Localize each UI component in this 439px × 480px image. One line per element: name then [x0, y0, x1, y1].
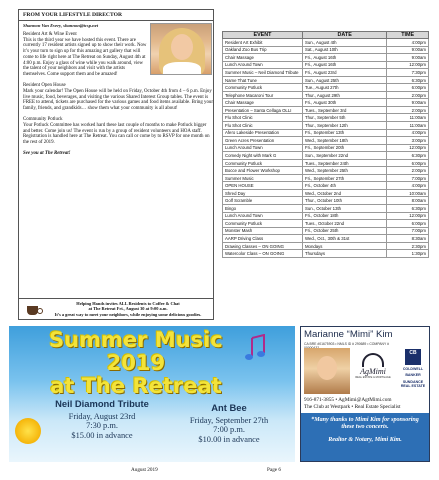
cell-time: 12:00pm [387, 144, 429, 152]
cell-event: Chair Massage [223, 99, 303, 107]
cell-event: Afero Lakeside Presentation [223, 129, 303, 137]
cell-date: Fri., August 16th [302, 61, 386, 69]
cell-time: 1:30pm [387, 250, 429, 258]
column-header-date: DATE [302, 32, 386, 39]
cell-time: 6:30pm [387, 76, 429, 84]
contact-line: 916-871-3855 • AgMimi@AgtMimi.com [304, 397, 392, 403]
cell-time: 6:30pm [387, 152, 429, 160]
cell-time: 11:00am [387, 114, 429, 122]
cell-time: 8:00am [387, 197, 429, 205]
act-name: Neil Diamond Tribute [55, 398, 149, 409]
table-row [223, 197, 429, 205]
contact-line: The Club at Westpark • Real Estate Specialist [304, 403, 401, 410]
cell-event: AARP Driving Class [223, 235, 303, 243]
sponsor-photo [304, 348, 350, 394]
cell-event: Chair Massage [223, 54, 303, 62]
cell-time: 2:00pm [387, 106, 429, 114]
sponsor-ad [300, 326, 430, 462]
cell-event: Lunch Around Town [223, 61, 303, 69]
table-row [223, 227, 429, 235]
cell-event: Flu Shot Clinic [223, 122, 303, 130]
act-time: 7:30 p.m. [86, 421, 118, 431]
act-date: Friday, August 23rd [68, 411, 136, 421]
cell-event: Comedy Night with Mark G [223, 152, 303, 160]
concert-neil-diamond [47, 399, 157, 440]
table-row [223, 205, 429, 213]
table-row [223, 137, 429, 145]
coffee-line: Helping Hands invites ALL Residents to Coffee & Chat [76, 301, 180, 307]
table-row [223, 76, 429, 84]
cell-date: Thur., August 29th [302, 91, 386, 99]
logo-text: AgMimi [360, 367, 386, 376]
act-time: 7:00 p.m. [213, 425, 245, 435]
table-row [223, 159, 429, 167]
music-note-icon [244, 334, 266, 362]
cell-date: Sat., August 10th [302, 46, 386, 54]
cell-date: Sun., September 22nd [302, 152, 386, 160]
thanks-text: *Many thanks to Mimi Kim for sponsoring these two concerts. [311, 417, 419, 431]
table-row [223, 182, 429, 190]
cell-date: Thur., September 5th [302, 114, 386, 122]
coffee-line: at The Retreat Fri., August 30 at 9:00 a.m. [88, 306, 168, 312]
cell-event: Green Acres Presentation [223, 137, 303, 145]
cell-time: 2:00pm [387, 167, 429, 175]
cb-line: SUNDANCE REAL ESTATE [400, 379, 426, 389]
cell-date: Fri., September 13th [302, 129, 386, 137]
cell-event: Telephone Macaroni Tour [223, 91, 303, 99]
cell-time: 10:00am [387, 189, 429, 197]
table-row [223, 152, 429, 160]
article-title: Resident Open House [23, 83, 66, 89]
table-row [223, 220, 429, 228]
cell-date: Wed., September 25th [302, 167, 386, 175]
cell-date: Tues., September 3rd [302, 106, 386, 114]
events-table [222, 31, 429, 258]
act-price: $10.00 in advance [198, 434, 260, 444]
table-row [223, 212, 429, 220]
cell-date: Mondays [302, 242, 386, 250]
cell-date: Sun., October 13th [302, 205, 386, 213]
table-row [223, 99, 429, 107]
cell-time: 12:00pm [387, 61, 429, 69]
sponsor-thanks [301, 413, 429, 461]
article-text: Mark your calendar! The Open House will be held on Friday, October 4th from 4 – 6 p.m. Enjoy live music, food, beverages, and visiting the various Shared Interest Group tables. The event is FREE to attend, tickets are purchased for the various games and food items available. Bring your family, friends, and grandkids… show them what your community is all about! [23, 88, 214, 111]
cell-date: Fri., August 30th [302, 99, 386, 107]
table-row [223, 250, 429, 258]
cell-time: 2:30pm [387, 242, 429, 250]
table-row [223, 69, 429, 77]
table-row [223, 61, 429, 69]
cell-date: Wed., September 18th [302, 137, 386, 145]
cell-event: Name That Tune [223, 76, 303, 84]
article-title: Community Potluck [23, 117, 63, 123]
cell-time: 9:00am [387, 54, 429, 62]
cell-event: Flu Shot Clinic [223, 114, 303, 122]
cell-event: Resident Art Exhibit [223, 39, 303, 47]
cell-time: 4:00pm [387, 39, 429, 47]
cell-time: 7:00pm [387, 227, 429, 235]
cell-time: 6:00pm [387, 159, 429, 167]
coffee-line: It’s a great way to meet your neighbors, while enjoying some delicious goodies. [54, 311, 202, 317]
cell-date: Fri., August 23rd [302, 69, 386, 77]
section-heading: FROM YOUR LIFESTYLE DIRECTOR [19, 10, 213, 21]
cell-event: Golf Scramble [223, 197, 303, 205]
cell-date: Thur., September 12th [302, 122, 386, 130]
table-row [223, 84, 429, 92]
cell-event: Watercolor Class – ON GOING [223, 250, 303, 258]
agmimi-logo [354, 353, 392, 389]
cell-event: Drawing Classes – ON GOING [223, 242, 303, 250]
cell-event: Summer Music – Neil Diamond Tribute [223, 69, 303, 77]
table-header-row [223, 32, 429, 39]
table-row [223, 39, 429, 47]
banner-title-line: Summer Music 2019 [49, 328, 223, 375]
director-body [23, 32, 213, 162]
cell-date: Sun., August 4th [302, 39, 386, 47]
cell-time: 8:30am [387, 235, 429, 243]
cb-badge: CB [405, 349, 421, 365]
cell-time: 4:00pm [387, 182, 429, 190]
table-row [223, 54, 429, 62]
footer-page-number: Page 6 [267, 467, 281, 473]
coffee-chat-notice [19, 298, 213, 319]
table-row [223, 106, 429, 114]
cell-date: Fri., August 16th [302, 54, 386, 62]
banner-title [27, 329, 245, 398]
cell-time: 2:00pm [387, 91, 429, 99]
cell-date: Sun., August 25th [302, 76, 386, 84]
table-row [223, 144, 429, 152]
cell-time: 7:00pm [387, 174, 429, 182]
table-row [223, 129, 429, 137]
cell-date: Wed., October 2nd [302, 189, 386, 197]
table-row [223, 174, 429, 182]
cell-date: Fri., September 27th [302, 174, 386, 182]
cell-event: Oakland Zoo Bus Trip [223, 46, 303, 54]
cell-event: Bocce and Flower Workshop [223, 167, 303, 175]
summer-music-banner [9, 326, 295, 462]
cell-time: 7:30pm [387, 69, 429, 77]
table-row [223, 91, 429, 99]
cell-event: Community Potluck [223, 159, 303, 167]
sponsor-contact [304, 397, 428, 410]
cell-event: Bingo [223, 205, 303, 213]
sun-icon [15, 418, 41, 444]
cell-time: 9:00am [387, 46, 429, 54]
cell-date: Thur., October 10th [302, 197, 386, 205]
cell-date: Tues., October 22nd [302, 220, 386, 228]
cell-event: Shred Day [223, 189, 303, 197]
sponsor-tagline: Realtor & Notary, Mimi Kim. [328, 436, 402, 443]
table-row [223, 189, 429, 197]
cell-event: Lunch Around Town [223, 212, 303, 220]
lifestyle-director-section [18, 9, 214, 320]
cell-time: 6:00pm [387, 84, 429, 92]
act-date: Friday, September 27th [189, 415, 269, 425]
cell-event: Community Potluck [223, 84, 303, 92]
cell-date: Fri., October 4th [302, 182, 386, 190]
cell-date: Fri., October 18th [302, 212, 386, 220]
column-header-event: EVENT [223, 32, 303, 39]
table-row [223, 242, 429, 250]
coffee-cup-icon [25, 302, 43, 316]
article-text: Your Potluck Committee has worked hard these last couple of months to make Potluck bigger and better. Come join us! The event is run by a group of resident volunteers and HOA staff. Registration is handled here at The Retreat. You can call or come by to RSVP for one month on the rest of 2019. [23, 122, 210, 145]
cell-date: Thursdays [302, 250, 386, 258]
cb-line: COLDWELL [402, 367, 424, 371]
cell-date: Tues., September 24th [302, 159, 386, 167]
footer-issue: August 2019 [131, 467, 158, 473]
table-row [223, 235, 429, 243]
cell-event: OPEN HOUSE [223, 182, 303, 190]
cell-event: Monster Mash [223, 227, 303, 235]
cell-time: 12:00pm [387, 212, 429, 220]
cell-event: Presentation – Santa Cellaga OLLI [223, 106, 303, 114]
cell-date: Fri., October 25th [302, 227, 386, 235]
table-row [223, 114, 429, 122]
article-text: This is the third year we have hosted this event. There are currently 17 resident artists signed up to show their work. Now it’s your turn to sign up for this amazing art gallery that will come to life right here at The Retreat on Sunday, August 4th at 4:00 p.m. Enjoy a glass of wine while you walk around, view the talent of your neighbors and visit with the artists themselves. Come support them and be amazed! [23, 37, 147, 77]
cell-time: 4:00pm [387, 129, 429, 137]
table-row [223, 122, 429, 130]
cell-date: Tue., August 27th [302, 84, 386, 92]
act-name: Ant Bee [211, 402, 247, 413]
column-header-time: TIME [387, 32, 429, 39]
author-byline: Shannon Van Every, shannon@tcsp.net [23, 23, 99, 28]
sponsor-name: Marianne “Mimi” Kim [304, 329, 393, 340]
closing-line: See you at The Retreat! [23, 151, 71, 157]
cell-time: 9:00am [387, 99, 429, 107]
coldwell-banker-logo [398, 349, 428, 391]
table-row [223, 46, 429, 54]
act-price: $15.00 in advance [71, 430, 133, 440]
concert-ant-bee [174, 403, 284, 444]
cell-event: Summer Music [223, 174, 303, 182]
article-title: Resident Art & Wine Event [23, 32, 77, 37]
license-line: CA BRE #01675903 • NMLS ID # 290689 • COMPANY # [304, 342, 389, 346]
banner-title-line: at The Retreat [50, 374, 222, 398]
cell-time: 3:00pm [387, 137, 429, 145]
cell-time: 6:30pm [387, 205, 429, 213]
logo-subtext: REAL ESTATE & MORTGAGE [355, 376, 391, 379]
cell-date: Fri., September 20th [302, 144, 386, 152]
cell-time: 11:00am [387, 122, 429, 130]
cell-event: Community Potluck [223, 220, 303, 228]
cell-time: 6:00pm [387, 220, 429, 228]
table-row [223, 167, 429, 175]
cb-line: BANKER [405, 373, 421, 378]
cell-event: Lunch Around Town [223, 144, 303, 152]
cell-date: Wed., Oct., 30th & 31st [302, 235, 386, 243]
